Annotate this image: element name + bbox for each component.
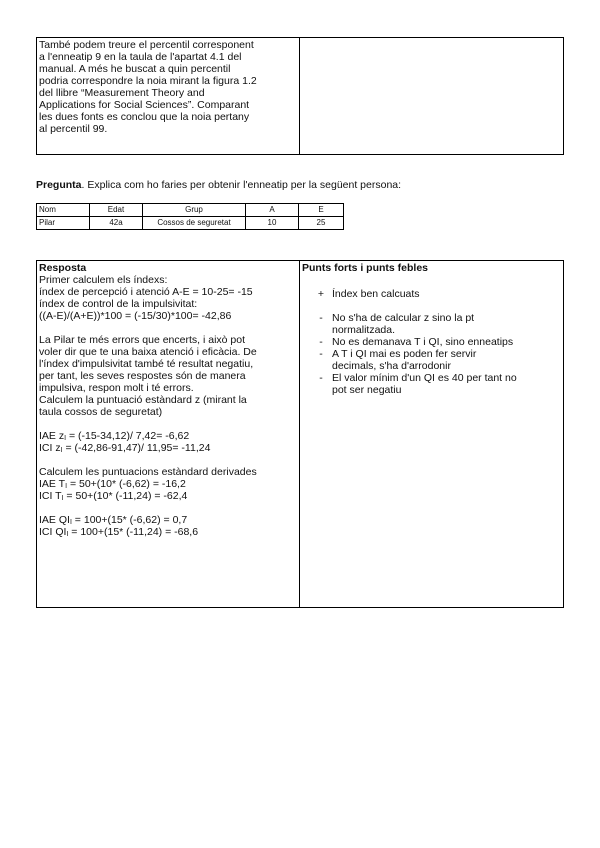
feedback-title: Punts forts i punts febles <box>302 262 429 274</box>
header-cell: Nom <box>37 204 90 217</box>
feedback-cell <box>300 261 564 608</box>
text-line: Calculem les puntuacions estàndard derivades <box>39 466 257 478</box>
text-line: l'índex d'impulsivitat també té resultat negatiu, <box>39 358 254 370</box>
text-line: També podem treure el percentil corresponent <box>39 39 254 51</box>
header-cell: Edat <box>90 204 143 217</box>
previous-answer-cell <box>37 38 300 155</box>
question-prompt <box>36 179 401 191</box>
header-cell: E <box>299 204 344 217</box>
list-item: + Índex ben calcuats <box>302 288 561 300</box>
minus-marker: - <box>319 312 323 324</box>
text-line: ((A-E)/(A+E))*100 = (-15/30)*100= -42,86 <box>39 310 232 322</box>
table-cell: 42a <box>90 217 143 230</box>
text-line: Applications for Social Sciences”. Comparant <box>39 99 250 111</box>
minus-marker: - <box>319 336 323 348</box>
response-cell <box>37 261 300 608</box>
text-line: taula cossos de seguretat) <box>39 406 163 418</box>
plus-marker: + <box>317 288 325 300</box>
response-title: Resposta <box>39 262 87 274</box>
person-table <box>36 203 344 230</box>
feedback-list <box>302 288 561 396</box>
text-line: a l'enneatip 9 en la taula de l'apartat 4.1 del <box>39 51 242 63</box>
formula-line: IAE $T_I = 50+(10*$ (-6,62) = -16,2 <box>39 478 186 490</box>
text-line: per tant, les seves respostes són de manera <box>39 370 246 382</box>
formula-line: ICI $T_I = 50+(10*$ (-11,24) = -62,4 <box>39 490 188 502</box>
minus-marker: - <box>319 372 323 384</box>
response-table <box>36 260 564 608</box>
previous-feedback-cell <box>300 38 564 155</box>
formula-line: IAE $QI_I = 100+(15*$ (-6,62) = 0,7 <box>39 514 188 526</box>
text-line: al percentil 99. <box>39 123 108 135</box>
text-line: índex de percepció i atenció A-E = 10-25= -15 <box>39 286 253 298</box>
text-line: Calculem la puntuació estàndard z (mirant la <box>39 394 247 406</box>
formula-line: ICI $QI_I = 100+(15*$ (-11,24) = -68,6 <box>39 526 199 538</box>
text-line: impulsiva, respon molt i té errors. <box>39 382 194 394</box>
table-cell: 25 <box>299 217 344 230</box>
text-line: manual. A més he buscat a quin percentil <box>39 63 231 75</box>
previous-answer-table <box>36 37 564 155</box>
list-item: - No es demanava T i QI, sino enneatips <box>302 336 561 348</box>
question-text: . Explica com ho faries per obtenir l'enneatip per la següent persona: <box>81 179 402 191</box>
formula-line: ICI $z_I = (-42,86-91,47)/$ 11,95= -11,24 <box>39 442 211 454</box>
list-item: - A T i QI mai es poden fer servir decimals, s'ha d'arrodonir <box>302 348 561 372</box>
minus-marker: - <box>319 348 323 360</box>
text-line: voler dir que te una baixa atenció i eficàcia. De <box>39 346 257 358</box>
text-line: les dues fonts es conclou que la noia pertany <box>39 111 250 123</box>
person-table-row <box>37 217 344 230</box>
text-line: del llibre “Measurement Theory and <box>39 87 205 99</box>
formula-line: IAE $z_I = (-15-34,12)/$ 7,42= -6,62 <box>39 430 190 442</box>
person-table-header <box>37 204 344 217</box>
list-item: - No s'ha de calcular z sino la pt normalitzada. <box>302 312 561 336</box>
list-item: - El valor mínim d'un QI es 40 per tant no pot ser negatiu <box>302 372 561 396</box>
question-label: Pregunta <box>36 179 82 191</box>
table-cell: 10 <box>246 217 299 230</box>
header-cell: A <box>246 204 299 217</box>
table-cell: Pilar <box>37 217 90 230</box>
text-line: La Pilar te més errors que encerts, i això pot <box>39 334 246 346</box>
header-cell: Grup <box>143 204 246 217</box>
text-line: podria correspondre la noia mirant la figura 1.2 <box>39 75 257 87</box>
text-line: Primer calculem els índexs: <box>39 274 168 286</box>
table-cell: Cossos de seguretat <box>143 217 246 230</box>
text-line: índex de control de la impulsivitat: <box>39 298 198 310</box>
